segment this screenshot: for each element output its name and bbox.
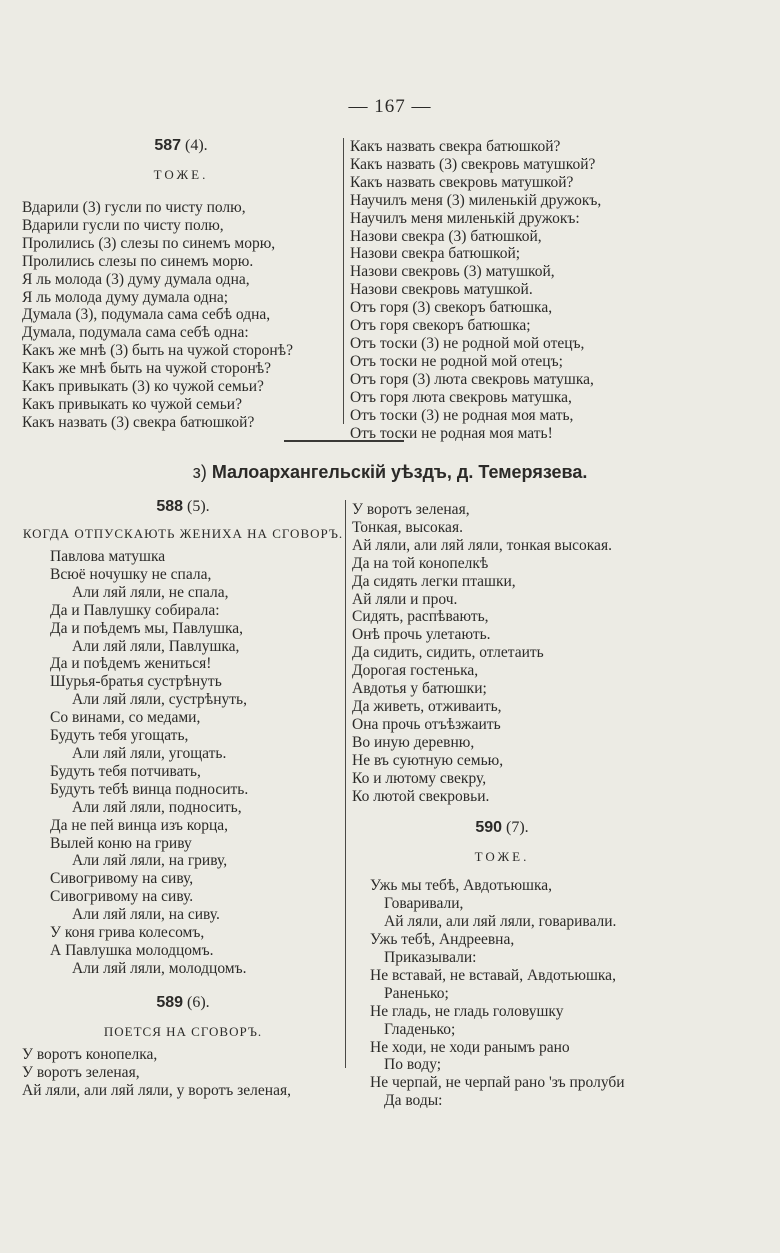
section-rule (284, 440, 404, 442)
verse-line: Ай ляли, али ляй ляли, тонкая высокая. (352, 536, 612, 554)
verse-line: Али ляй ляли, не спала, (72, 583, 229, 601)
song-number-suffix: (4). (181, 137, 208, 154)
song-number-suffix: (7). (502, 819, 529, 837)
verse-line: Али ляй ляли, сустрѣнуть, (72, 691, 247, 709)
song-number: 589 (156, 993, 184, 1011)
song-587-lines (22, 199, 340, 432)
verse-line: Авдотья у батюшки; (352, 680, 487, 698)
verse-line: Пролились слезы по синемъ морю. (22, 252, 254, 270)
verse-line: Какъ же мнѣ (3) быть на чужой сторонѣ? (22, 342, 293, 360)
verse-line: Онѣ прочь улетають. (352, 626, 491, 644)
section-prefix: з) (192, 462, 212, 482)
verse-line: Говаривали, (384, 895, 464, 913)
verse-line: Не черпай, не черпай рано 'зъ пролуби (370, 1074, 625, 1092)
verse-line: Да воды: (384, 1092, 443, 1110)
verse-line: Отъ горя (3) свекоръ батюшка, (350, 299, 553, 317)
verse-line: Али ляй ляли, угощать. (72, 744, 227, 762)
verse-line: Вдарили (3) гусли по чисту полю, (22, 199, 246, 216)
song-number: 588 (156, 498, 184, 515)
song-590-subtitle: ТОЖЕ. (474, 849, 530, 865)
song-588-lines (22, 548, 344, 978)
song-589-number (22, 992, 344, 1014)
verse-line: Сивогривому на сиву. (50, 888, 194, 906)
verse-line: Думала (3), подумала сама себѣ одна, (22, 306, 271, 324)
verse-line: Али ляй ляли, молодцомъ. (72, 959, 247, 977)
verse-line: Какъ же мнѣ быть на чужой сторонѣ? (22, 360, 272, 378)
verse-line: Будуть тебя потчивать, (50, 762, 201, 780)
verse-line: Всюё ночушку не спала, (50, 565, 212, 583)
verse-line: Научилъ меня (3) миленькій дружокъ, (350, 191, 602, 209)
verse-line: У воротъ зеленая, (352, 501, 470, 518)
verse-line: Какъ привыкать (3) ко чужой семьи? (22, 378, 264, 396)
verse-line: Не въ суютную семью, (352, 751, 504, 769)
verse-line: Вдарили гусли по чисту полю, (22, 216, 224, 234)
verse-line: Какъ назвать (3) свекровь матушкой? (350, 155, 596, 173)
verse-line: Какъ привыкать ко чужой семьи? (22, 395, 242, 413)
verse-line: Назови свекра батюшкой; (350, 245, 521, 263)
song-587-column (22, 135, 340, 432)
page-number: — 167 — (348, 96, 432, 117)
section-heading (0, 462, 780, 483)
verse-line: Вылей коню на гриву (50, 834, 192, 852)
verse-line: Будуть тебя угощать, (50, 727, 189, 745)
verse-line: Отъ тоски не родная моя мать! (350, 424, 553, 442)
verse-line: Али ляй ляли, Павлушка, (72, 637, 240, 655)
verse-line: Отъ тоски (3) не родной мой отецъ, (350, 334, 585, 352)
verse-line: Назови свекровь (3) матушкой, (350, 263, 555, 281)
song-588-589-column (22, 496, 344, 1099)
verse-line: Сидять, распѣвають, (352, 608, 489, 626)
verse-line: Будуть тебѣ винца подносить. (50, 780, 249, 798)
verse-line: Дорогая гостенька, (352, 662, 479, 680)
verse-line: Али ляй ляли, на гриву, (72, 852, 228, 870)
song-589-590-column (352, 501, 772, 1110)
verse-line: Павлова матушка (50, 548, 166, 565)
song-589-lines (22, 1046, 344, 1100)
verse-line: Сивогривому на сиву, (50, 870, 194, 888)
verse-line: По воду; (384, 1056, 442, 1074)
column-divider-bottom (345, 500, 346, 1068)
song-587-number (22, 135, 340, 157)
verse-line: Назови свекровь матушкой. (350, 281, 533, 299)
verse-line: Отъ горя свекоръ батюшка; (350, 317, 531, 335)
verse-line: Она прочь отъѣзжаить (352, 715, 501, 733)
verse-line: Думала, подумала сама себѣ одна: (22, 324, 249, 342)
verse-line: У коня грива колесомъ, (50, 924, 205, 942)
verse-line: Ай ляли и проч. (352, 590, 458, 608)
verse-line: Какъ назвать свекровь матушкой? (350, 173, 574, 191)
verse-line: Гладенько; (384, 1020, 456, 1038)
song-590-number (352, 817, 652, 839)
verse-line: Назови свекра (3) батюшкой, (350, 227, 542, 245)
verse-line: Ко и лютому свекру, (352, 769, 487, 787)
verse-line: Какъ назвать свекра батюшкой? (350, 138, 561, 155)
verse-line: А Павлушка молодцомъ. (50, 941, 214, 959)
verse-line: Тонкая, высокая. (352, 518, 463, 536)
song-589-continued-lines (352, 501, 772, 805)
verse-line: Я ль молода думу думала одна; (22, 288, 229, 306)
verse-line: Ай ляли, али ляй ляли, говаривали. (384, 913, 617, 931)
verse-line: Отъ тоски (3) не родная моя мать, (350, 406, 574, 424)
verse-line: Да и поѣдемъ жениться! (50, 655, 212, 673)
verse-line: Да и поѣдемъ мы, Павлушка, (50, 619, 244, 637)
verse-line: Отъ горя люта свекровь матушка, (350, 388, 572, 406)
verse-line: Ай ляли, али ляй ляли, у воротъ зеленая, (22, 1081, 291, 1099)
verse-line: Ужь тебѣ, Андреевна, (370, 931, 515, 949)
song-590-lines (352, 877, 772, 1110)
verse-line: Раненько; (384, 984, 449, 1002)
verse-line: У воротъ конопелка, (22, 1045, 158, 1063)
verse-line: Во иную деревню, (352, 733, 475, 751)
verse-line: Приказывали: (384, 949, 477, 967)
verse-line: Ужь мы тебѣ, Авдотьюшка, (370, 877, 553, 895)
verse-line: Да не пей винца изъ корца, (50, 816, 229, 834)
verse-line: Отъ горя (3) люта свекровь матушка, (350, 370, 594, 388)
song-588-number (22, 496, 344, 518)
song-589-subtitle: ПОЕТСЯ НА СГОВОРЪ. (103, 1023, 263, 1039)
verse-line: Да на той конопелкѣ (352, 554, 489, 572)
song-587-subtitle: ТОЖЕ. (153, 167, 209, 182)
verse-line: Али ляй ляли, подносить, (72, 798, 242, 816)
verse-line: Не гладь, не гладь головушку (370, 1002, 564, 1020)
verse-line: Какъ назвать (3) свекра батюшкой? (22, 413, 255, 431)
verse-line: Да сидять легки пташки, (352, 572, 516, 590)
section-title: Малоархангельскій уѣздъ, д. Темерязева. (211, 462, 588, 482)
verse-line: Научилъ меня миленькій дружокъ: (350, 209, 580, 227)
song-number: 587 (154, 137, 182, 154)
song-588-subtitle: КОГДА ОТПУСКАЮТЬ ЖЕНИХА НА СГОВОРЪ. (22, 526, 344, 541)
verse-line: Да и Павлушку собирала: (50, 601, 220, 619)
verse-line: Да сидить, сидить, отлетаить (352, 644, 544, 662)
verse-line: Шурья-братья сустрѣнуть (50, 673, 222, 691)
song-587-continued-column (350, 138, 770, 442)
verse-line: Я ль молода (3) думу думала одна, (22, 270, 250, 288)
verse-line: Ко лютой свекровьи. (352, 787, 490, 805)
song-587-continued-lines (350, 138, 770, 442)
song-number-suffix: (5). (183, 498, 210, 515)
column-divider-top (343, 138, 344, 424)
verse-line: Отъ тоски не родной мой отецъ; (350, 352, 563, 370)
verse-line: Не ходи, не ходи ранымъ рано (370, 1038, 570, 1056)
verse-line: Не вставай, не вставай, Авдотьюшка, (370, 966, 616, 984)
verse-line: Али ляй ляли, на сиву. (72, 906, 220, 924)
verse-line: У воротъ зеленая, (22, 1063, 140, 1081)
song-number: 590 (475, 819, 503, 837)
verse-line: Да живеть, отживаить, (352, 697, 502, 715)
verse-line: Со винами, со медами, (50, 709, 201, 727)
song-number-suffix: (6). (183, 993, 210, 1011)
verse-line: Пролились (3) слезы по синемъ морю, (22, 234, 276, 252)
